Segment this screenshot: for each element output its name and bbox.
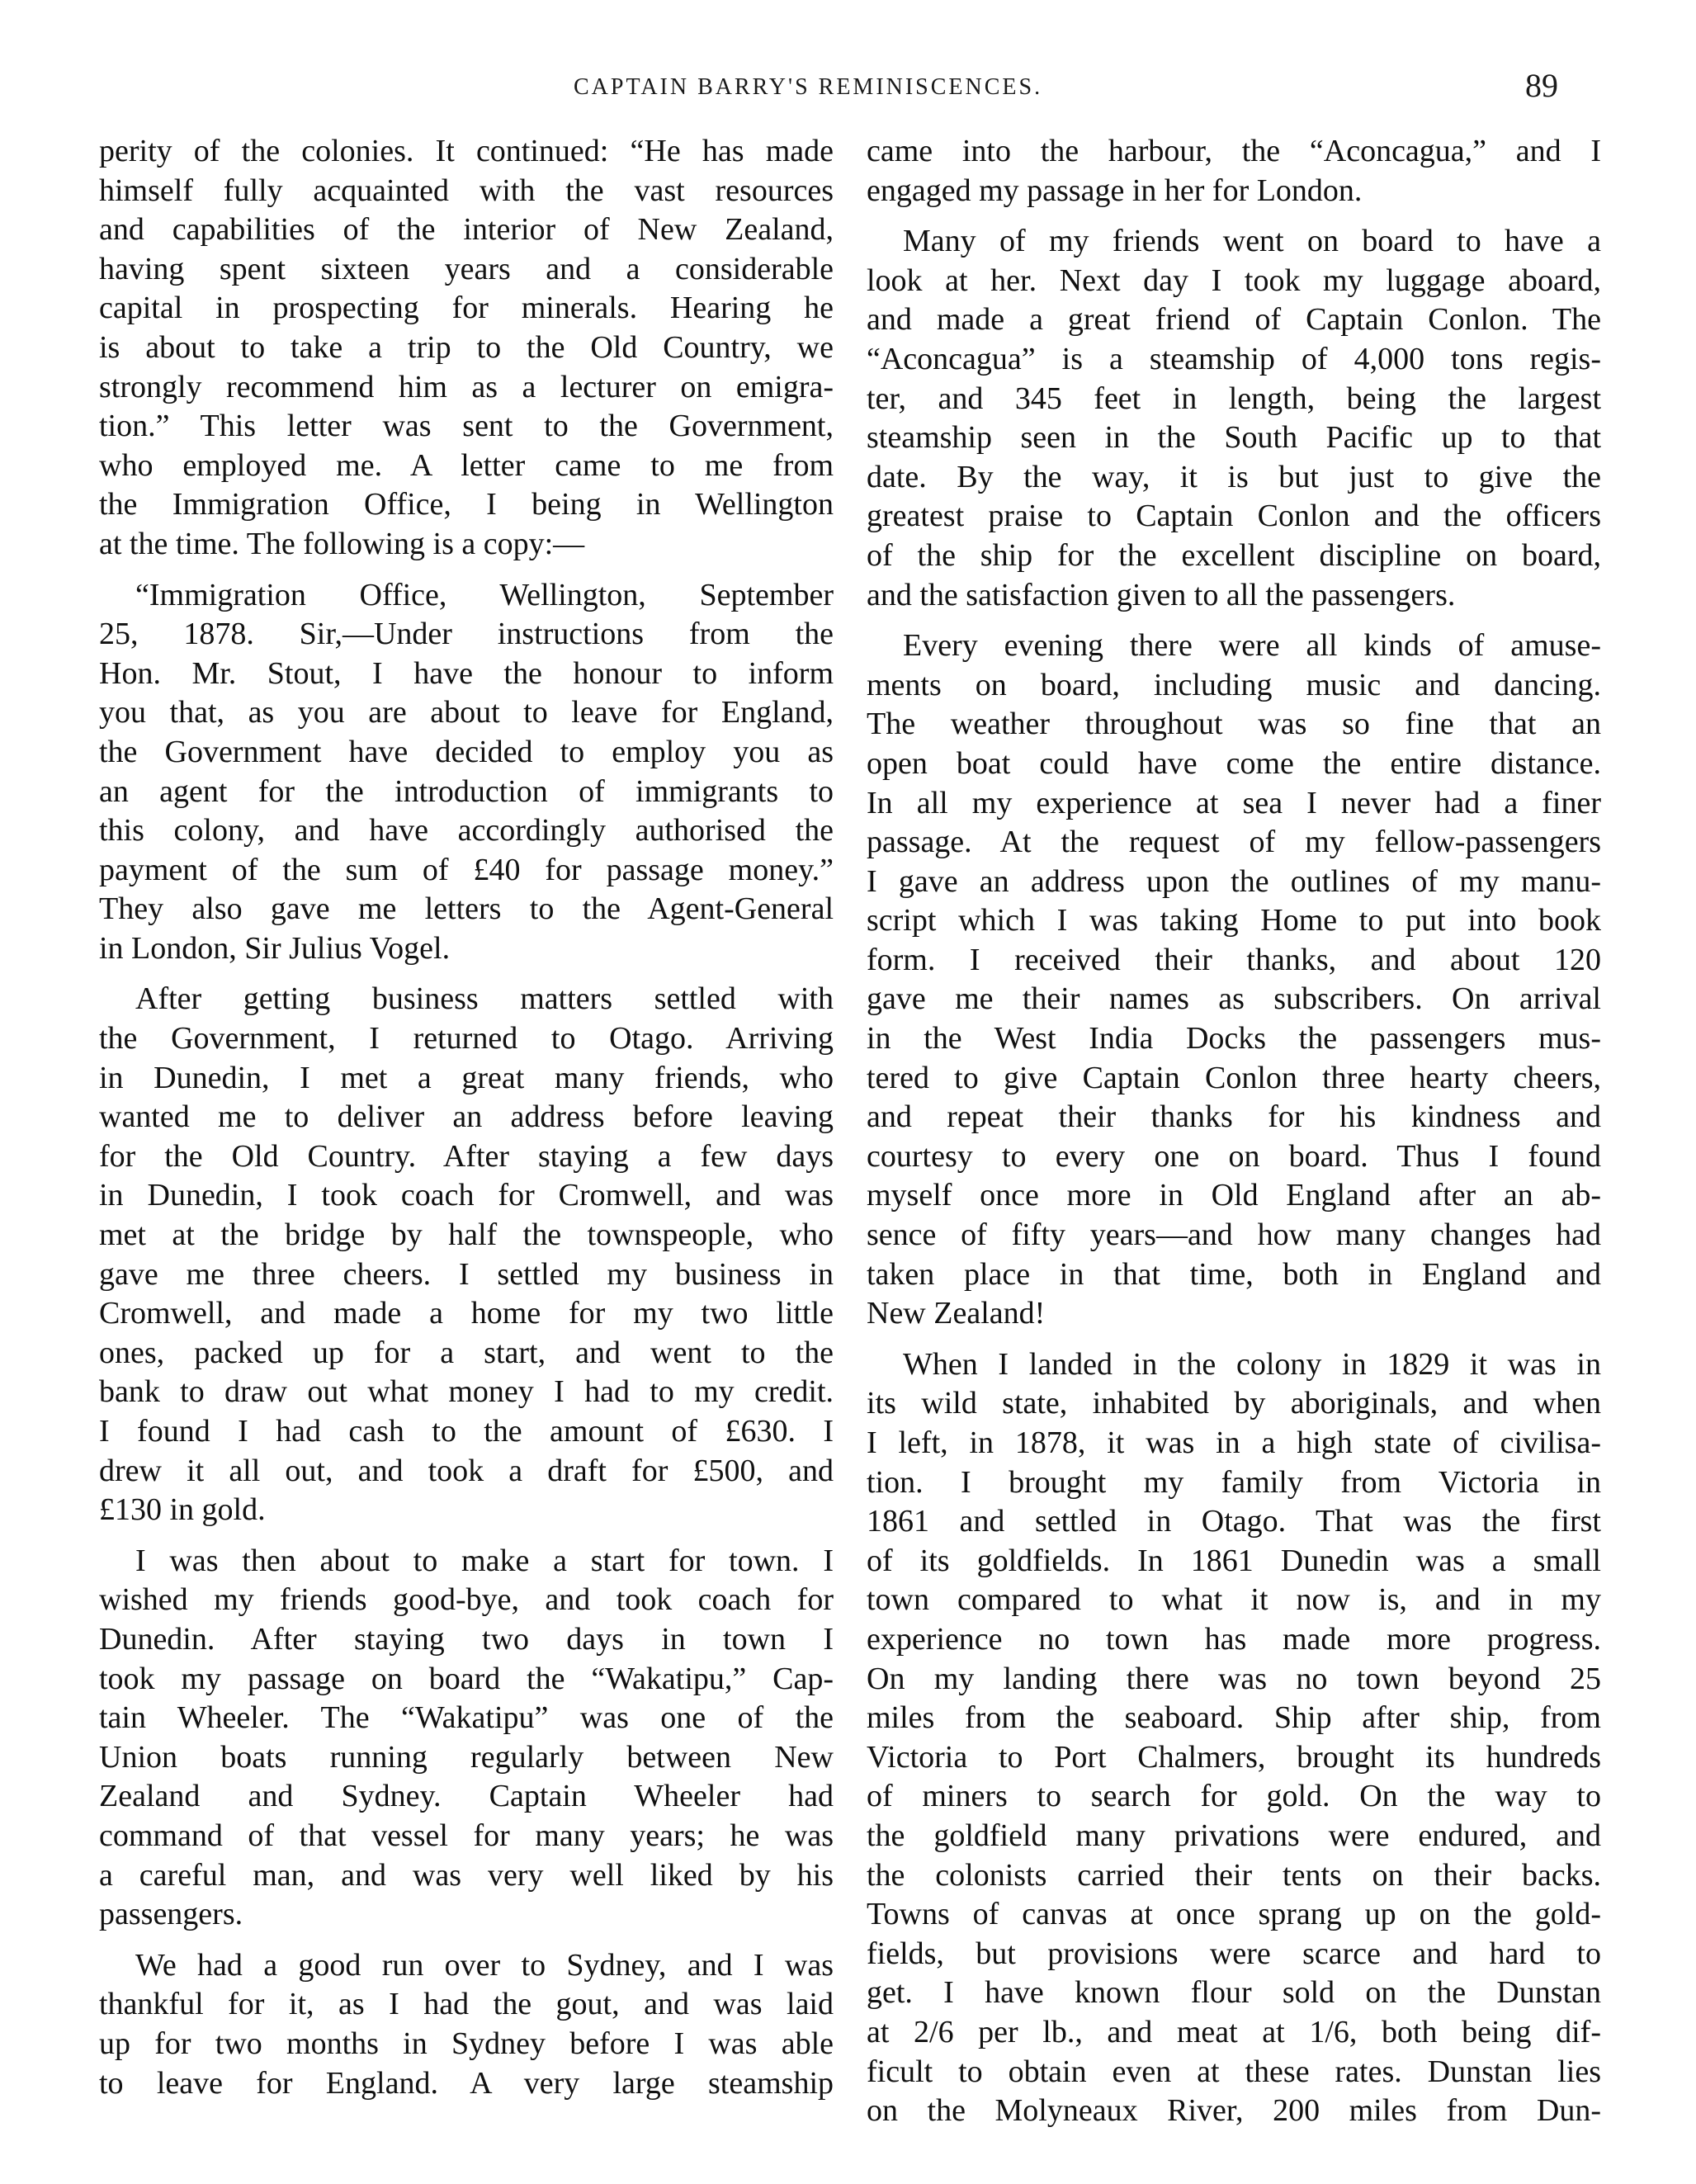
text-line: greatest praise to Captain Conlon and the officers (867, 499, 1601, 534)
text-line: to leave for England. A very large steamship (99, 2065, 834, 2101)
text-line: 1861 and settled in Otago. That was the first (867, 1504, 1601, 1539)
text-line: sence of fifty years—and how many changes had (867, 1217, 1601, 1253)
text-line: wanted me to deliver an address before leaving (99, 1099, 834, 1135)
text-line: drew it all out, and took a draft for £500, and (99, 1453, 834, 1488)
paragraph (867, 132, 1601, 210)
text-line: on the Molyneaux River, 200 miles from Dun- (867, 2093, 1601, 2129)
text-line: passage. At the request of my fellow-passengers (867, 825, 1601, 860)
text-line: tion.” This letter was sent to the Government, (99, 409, 834, 444)
text-line: engaged my passage in her for London. (867, 173, 1363, 208)
text-line: at 2/6 per lb., and meat at 1/6, both being dif- (867, 2014, 1601, 2049)
page-number: 89 (1525, 67, 1558, 104)
text-line: I gave an address upon the outlines of my manu- (867, 863, 1601, 899)
text-line: capital in prospecting for minerals. Hearing he (99, 291, 834, 326)
text-line: payment of the sum of £40 for passage money.” (99, 852, 834, 887)
text-line: is about to take a trip to the Old Country, we (99, 329, 834, 365)
text-line: After getting business matters settled with (135, 981, 834, 1017)
text-line: town compared to what it now is, and in my (867, 1582, 1601, 1618)
page-header (0, 67, 1696, 114)
text-line: myself once more in Old England after an ab- (867, 1178, 1601, 1213)
text-line: in Dunedin, I took coach for Cromwell, and was (99, 1178, 834, 1213)
text-line: Cromwell, and made a home for my two little (99, 1296, 834, 1331)
text-line: thankful for it, as I had the gout, and was laid (99, 1987, 834, 2022)
text-line: tion. I brought my family from Victoria in (867, 1464, 1601, 1500)
text-line: the Immigration Office, I being in Wellington (99, 487, 834, 522)
text-line: its wild state, inhabited by aboriginals, and when (867, 1386, 1601, 1421)
text-line: ones, packed up for a start, and went to the (99, 1335, 834, 1370)
text-line: I left, in 1878, it was in a high state of civilisa- (867, 1425, 1601, 1460)
text-line: an agent for the introduction of immigrants to (99, 773, 834, 809)
text-line: this colony, and have accordingly authorised the (99, 813, 834, 849)
text-line: in London, Sir Julius Vogel. (99, 930, 451, 966)
running-title: CAPTAIN BARRY'S REMINISCENCES. (574, 74, 1043, 100)
text-line: Hon. Mr. Stout, I have the honour to inform (99, 655, 834, 691)
text-line: tain Wheeler. The “Wakatipu” was one of the (99, 1700, 834, 1736)
text-line: perity of the colonies. It continued: “He has made (99, 134, 834, 168)
text-line: When I landed in the colony in 1829 it was in (903, 1346, 1601, 1382)
text-line: “Immigration Office, Wellington, September (135, 577, 834, 612)
text-line: you that, as you are about to leave for England, (99, 695, 834, 730)
text-line: steamship seen in the South Pacific up to that (867, 420, 1601, 456)
text-line: They also gave me letters to the Agent-General (99, 891, 834, 927)
text-line: gave me three cheers. I settled my business in (99, 1256, 834, 1292)
text-line: for the Old Country. After staying a few days (99, 1138, 834, 1174)
text-line: met at the bridge by half the townspeople, who (99, 1217, 834, 1253)
text-line: The weather throughout was so fine that an (867, 707, 1601, 742)
text-line: and capabilities of the interior of New Zealand, (99, 212, 834, 248)
text-line: took my passage on board the “Wakatipu,” Cap- (99, 1661, 834, 1696)
text-line: £130 in gold. (99, 1492, 266, 1528)
text-line: On my landing there was no town beyond 25 (867, 1661, 1601, 1696)
text-line: New Zealand! (867, 1296, 1046, 1331)
text-line: I found I had cash to the amount of £630. I (99, 1414, 834, 1449)
text-line: ter, and 345 feet in length, being the largest (867, 381, 1601, 416)
text-line: Towns of canvas at once sprang up on the gold- (867, 1897, 1601, 1932)
text-line: and repeat their thanks for his kindness and (867, 1099, 1601, 1135)
text-line: came into the harbour, the “Aconcagua,” and I (867, 134, 1601, 168)
text-line: strongly recommend him as a lecturer on emigra- (99, 369, 834, 404)
text-line: script which I was taking Home to put into book (867, 903, 1601, 938)
text-line: the goldfield many privations were endured, and (867, 1818, 1601, 1853)
text-line: Union boats running regularly between New (99, 1739, 834, 1775)
text-line: passengers. (99, 1897, 243, 1932)
text-line: open boat could have come the entire distance. (867, 745, 1601, 781)
text-line: gave me their names as subscribers. On arrival (867, 981, 1601, 1017)
text-line: miles from the seaboard. Ship after ship, from (867, 1700, 1601, 1736)
text-line: form. I received their thanks, and about 120 (867, 942, 1601, 977)
text-line: get. I have known flour sold on the Dunstan (867, 1975, 1601, 2011)
text-line: “Aconcagua” is a steamship of 4,000 tons regis- (867, 341, 1601, 376)
text-line: Every evening there were all kinds of amuse- (903, 628, 1601, 664)
paragraph (99, 980, 834, 1529)
text-line: date. By the way, it is but just to give the (867, 459, 1601, 494)
text-line: experience no town has made more progress. (867, 1621, 1601, 1657)
text-line: of its goldfields. In 1861 Dunedin was a small (867, 1543, 1601, 1578)
text-line: the Government, I returned to Otago. Arriving (99, 1021, 834, 1057)
text-line: In all my experience at sea I never had a finer (867, 785, 1601, 820)
text-line: wished my friends good-bye, and took coach for (99, 1582, 834, 1618)
paragraph (99, 576, 834, 969)
text-line: up for two months in Sydney before I was able (99, 2026, 834, 2061)
text-line: I was then about to make a start for town. I (135, 1543, 834, 1578)
text-line: a careful man, and was very well liked by his (99, 1857, 834, 1893)
text-line: courtesy to every one on board. Thus I found (867, 1138, 1601, 1174)
paragraph (867, 222, 1601, 615)
text-line: having spent sixteen years and a considerable (99, 251, 834, 286)
text-line: bank to draw out what money I had to my credit. (99, 1374, 834, 1410)
left-column (99, 132, 834, 2103)
text-line: Victoria to Port Chalmers, brought its hundreds (867, 1739, 1601, 1775)
text-line: at the time. The following is a copy:— (99, 526, 585, 561)
text-line: and made a great friend of Captain Conlon. The (867, 302, 1601, 338)
text-line: Dunedin. After staying two days in town I (99, 1621, 834, 1657)
text-line: of miners to search for gold. On the way to (867, 1779, 1601, 1814)
right-column (867, 132, 1601, 2131)
text-line: ficult to obtain even at these rates. Dunstan lies (867, 2054, 1601, 2089)
paragraph (99, 1946, 834, 2103)
text-line: the colonists carried their tents on their backs. (867, 1857, 1601, 1893)
paragraph (867, 626, 1601, 1334)
text-line: Many of my friends went on board to have a (903, 224, 1601, 259)
text-line: We had a good run over to Sydney, and I was (135, 1947, 834, 1983)
text-line: of the ship for the excellent discipline on board, (867, 537, 1601, 573)
text-line: fields, but provisions were scarce and hard to (867, 1936, 1601, 1971)
paragraph (99, 132, 834, 565)
paragraph (99, 1542, 834, 1935)
text-line: himself fully acquainted with the vast resources (99, 173, 834, 208)
text-line: in the West India Docks the passengers mus- (867, 1021, 1601, 1057)
text-line: tered to give Captain Conlon three hearty cheers, (867, 1060, 1601, 1095)
text-line: Zealand and Sydney. Captain Wheeler had (99, 1779, 834, 1814)
paragraph (867, 1345, 1601, 2131)
text-line: ments on board, including music and dancing. (867, 667, 1601, 702)
text-line: in Dunedin, I met a great many friends, who (99, 1060, 834, 1095)
text-line: and the satisfaction given to all the passengers. (867, 577, 1456, 612)
text-line: taken place in that time, both in England and (867, 1256, 1601, 1292)
text-line: who employed me. A letter came to me from (99, 447, 834, 483)
text-line: the Government have decided to employ you as (99, 734, 834, 769)
text-line: command of that vessel for many years; he was (99, 1818, 834, 1853)
text-line: look at her. Next day I took my luggage aboard, (867, 262, 1601, 298)
text-line: 25, 1878. Sir,—Under instructions from the (99, 617, 834, 652)
